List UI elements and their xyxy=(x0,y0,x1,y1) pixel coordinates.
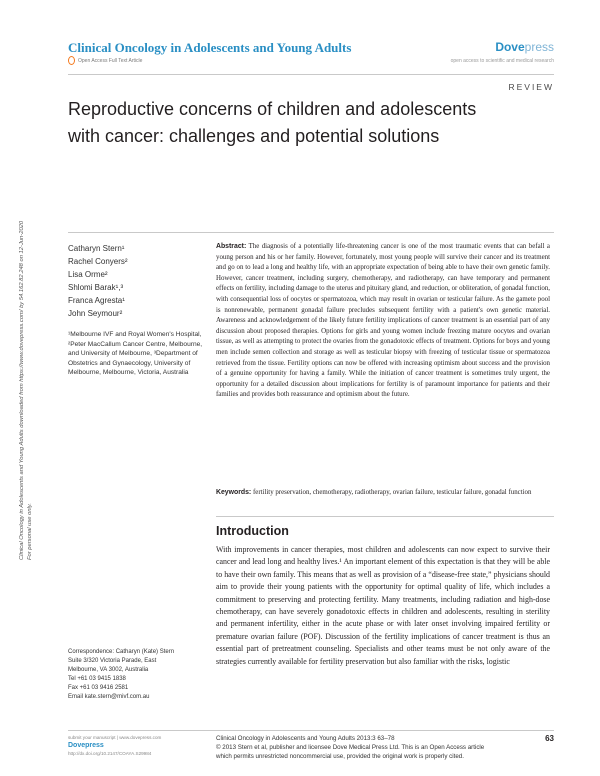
citation: Clinical Oncology in Adolescents and Young Adults 2013:3 63–78 xyxy=(216,735,395,742)
article-title: Reproductive concerns of children and adolescents with cancer: challenges and potential solutions xyxy=(68,99,477,146)
abstract-text: The diagnosis of a potentially life-threatening cancer is one of the most traumatic events that can befall a young person and his or her family. However, fortunately, most young people will survive their cancer and its treatment and go on to lead a long and healthy life, with an appropriate expectation of being able to have their own genetic family. However, cancer treatment, including surgery, chemotherapy, and radiotherapy, can have temporary and permanent effects on fertility, including damage to the uterus and pituitary gland, and reduction, or obliteration, of gonadal function, with consequential loss of oocytes or spermatozoa, which may result in ovarian or testicular failure. As the gamete pool is nonrenewable, permanent gonadal failure precludes subsequent fertility with a patient's own genetic material. Awareness and acknowledgement of the likely future fertility implications of cancer treatment is an essential part of any discussion about proposed therapies. Options for girls and young women include freezing mature oocytes and ovarian tissue, as well as attempting to protect the ovaries from the gonadotoxic effects of treatment. Options for boys and young men include semen collection and storage as well as testicular biopsy with freezing of testicular tissue or spermatozoa retrieved from the tissue. Fertility options can now be offered with increasing optimism about success and the provision of a genuine opportunity for having a family. While the initiation of cancer treatment is sometimes truly urgent, the opportunity for a detailed discussion about implications for fertility is of paramount importance for patients and their families and provides both reassurance and optimism about the future. xyxy=(216,243,550,399)
publisher-tagline: open access to scientific and medical research xyxy=(450,58,554,64)
author: John Seymour² xyxy=(68,309,123,318)
correspondence xyxy=(68,648,208,702)
introduction-text: With improvements in cancer therapies, most children and adolescents can now expect to survive their cancer and lead long and healthy lives.¹ An important element of this expectation is that they will be able to have their own family. This means that as well as provision of a “disease-free state,” physicians should aim to provide their young patients with the opportunity for optimal quality of life, which includes a commitment to preserving and protecting fertility. Many treatments, including radiation and high-dose chemotherapy, can have severely gonadotoxic effects in children and adolescents, resulting in sterility and permanent infertility, either in the acute phase or with later onset involving impaired fertility or premature ovarian failure (POF). Discussion of the fertility implications of cancer treatment is thus an essential part of pretreatment counseling. Specialists and other teams must be not only aware of the strategies currently available for fertility preservation but also familiar with the risks, logistic xyxy=(216,545,550,666)
author: Catharyn Stern¹ xyxy=(68,244,125,253)
keywords-text: fertility preservation, chemotherapy, radiotherapy, ovarian failure, testicular failure, gonadal function xyxy=(252,489,532,496)
footer-divider xyxy=(68,730,554,731)
author: Lisa Orme² xyxy=(68,270,108,279)
correspondence-line: Melbourne, VA 3002, Australia xyxy=(68,667,149,673)
publisher-dove: Dove xyxy=(495,40,525,54)
footer-main xyxy=(216,734,546,761)
submit-link[interactable]: submit your manuscript | www.dovepress.com xyxy=(68,735,162,740)
doi-link[interactable]: http://dx.doi.org/10.2147/COAYA.S29984 xyxy=(68,751,152,756)
license-line: which permits unrestricted noncommercial use, provided the original work is properly cited. xyxy=(216,753,464,760)
article-type: REVIEW xyxy=(508,82,554,92)
correspondence-email[interactable]: Email kate.stern@mivf.com.au xyxy=(68,694,150,700)
personal-use-line: For personal use only. xyxy=(27,503,33,560)
abstract-label: Abstract: xyxy=(216,243,247,250)
correspondence-line: Correspondence: Catharyn (Kate) Stern xyxy=(68,649,175,655)
download-line: Clinical Oncology in Adolescents and Young Adults downloaded from https://www.dovepress.com/ by 54.162.82.248 on 12-Jun-2020 xyxy=(19,220,25,560)
keywords-label: Keywords: xyxy=(216,489,252,496)
author: Franca Agresta¹ xyxy=(68,296,125,305)
correspondence-line: Suite 3/320 Victoria Parade, East xyxy=(68,658,157,664)
author: Rachel Conyers² xyxy=(68,257,128,266)
open-access-label xyxy=(68,56,142,65)
open-access-lock-icon xyxy=(68,56,75,65)
footer-dovepress: Dovepress xyxy=(68,742,104,749)
author-list xyxy=(68,242,128,320)
keywords xyxy=(216,488,550,499)
section-heading: Introduction xyxy=(216,524,289,538)
abstract xyxy=(216,242,550,401)
publisher-press: press xyxy=(524,40,554,54)
title-divider xyxy=(68,232,554,233)
correspondence-line: Fax +61 03 9416 2581 xyxy=(68,685,129,691)
download-sidebar xyxy=(18,90,48,590)
author: Shlomi Barak¹,³ xyxy=(68,283,124,292)
download-notice xyxy=(18,221,34,560)
page-number: 63 xyxy=(545,734,554,743)
abstract-divider xyxy=(216,516,554,517)
affiliations: ¹Melbourne IVF and Royal Women's Hospital, ²Peter MacCallum Cancer Centre, Melbourne, and University of Melbourne, ³Department of Obstetrics and Gynaecology, University of Melbourne, Melbourne, Victoria, Australia xyxy=(68,331,203,376)
header-divider xyxy=(68,74,554,75)
journal-title: Clinical Oncology in Adolescents and Young Adults xyxy=(68,40,352,55)
correspondence-line: Tel +61 03 9415 1838 xyxy=(68,676,126,682)
footer-left xyxy=(68,734,161,758)
license-line: © 2013 Stern et al, publisher and licensee Dove Medical Press Ltd. This is an Open Access article xyxy=(216,744,485,751)
publisher-logo xyxy=(495,40,554,54)
open-access-text: Open Access Full Text Article xyxy=(78,57,143,64)
